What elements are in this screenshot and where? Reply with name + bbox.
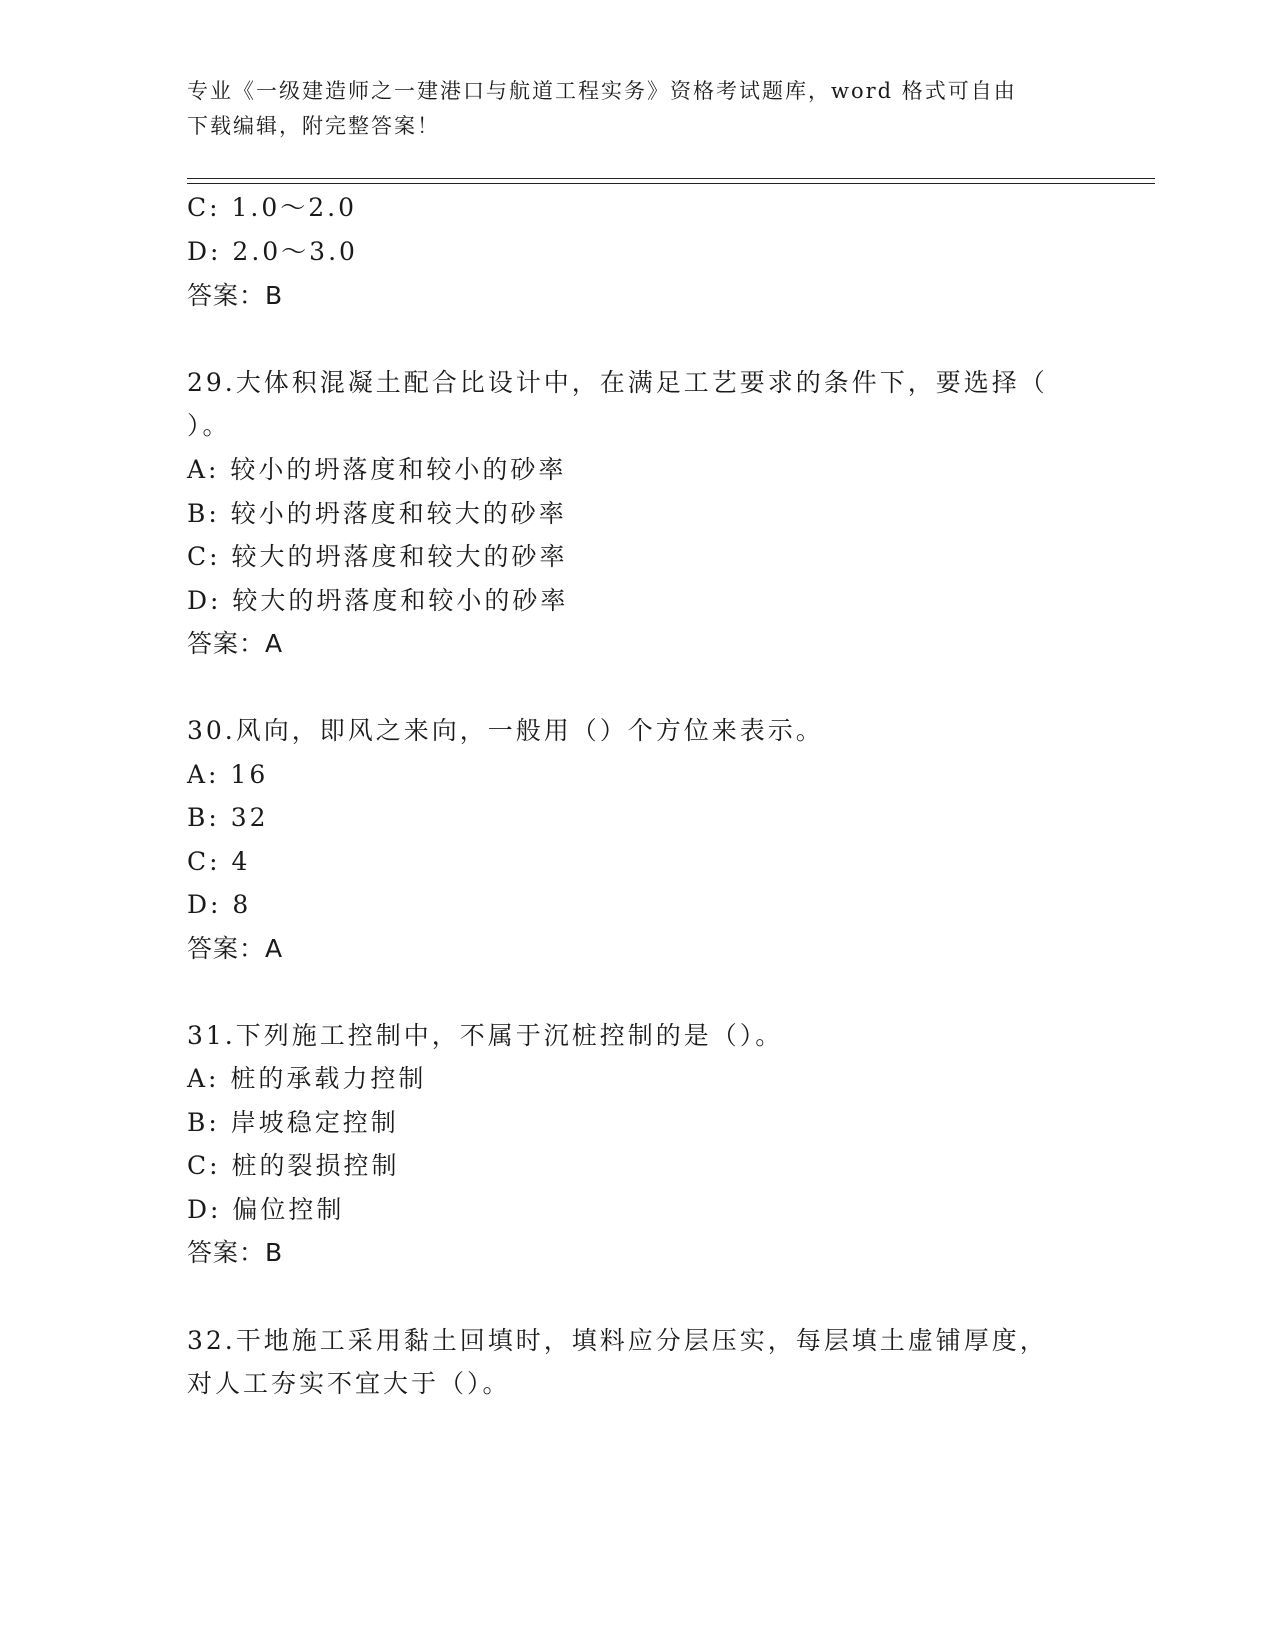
option-line: B: 较小的坍落度和较大的砂率 bbox=[187, 499, 567, 528]
question-line: 31.下列施工控制中，不属于沉桩控制的是（）。 bbox=[187, 1021, 784, 1050]
document-header bbox=[187, 74, 1087, 144]
option-line: A: 桩的承载力控制 bbox=[187, 1064, 427, 1093]
question-line: 对人工夯实不宜大于（）。 bbox=[187, 1369, 511, 1398]
header-line-2: 下载编辑，附完整答案！ bbox=[187, 114, 440, 138]
option-line: A: 较小的坍落度和较小的砂率 bbox=[187, 455, 567, 484]
answer-line: 答案：A bbox=[187, 934, 284, 963]
option-line: B: 32 bbox=[187, 803, 269, 832]
header-divider-top bbox=[187, 178, 1155, 179]
question-line: 29.大体积混凝土配合比设计中，在满足工艺要求的条件下，要选择（ bbox=[187, 368, 1048, 397]
question-line: 32.干地施工采用黏土回填时，填料应分层压实，每层填土虚铺厚度， bbox=[187, 1326, 1048, 1355]
option-line: C: 1.0～2.0 bbox=[187, 193, 358, 222]
option-line: C: 桩的裂损控制 bbox=[187, 1151, 400, 1180]
option-line: D: 偏位控制 bbox=[187, 1195, 345, 1224]
option-line: C: 4 bbox=[187, 847, 251, 876]
answer-line: 答案：A bbox=[187, 629, 284, 658]
option-line: A: 16 bbox=[187, 760, 269, 789]
answer-line: 答案：B bbox=[187, 1238, 284, 1267]
question-line: ）。 bbox=[187, 411, 231, 440]
option-line: D: 较大的坍落度和较小的砂率 bbox=[187, 586, 569, 615]
answer-line: 答案：B bbox=[187, 281, 284, 310]
option-line: B: 岸坡稳定控制 bbox=[187, 1108, 399, 1137]
header-divider-bottom bbox=[187, 183, 1155, 184]
option-line: C: 较大的坍落度和较大的砂率 bbox=[187, 542, 568, 571]
option-line: D: 8 bbox=[187, 890, 252, 919]
header-line-1: 专业《一级建造师之一建港口与航道工程实务》资格考试题库，word 格式可自由 bbox=[187, 79, 1017, 103]
question-line: 30.风向，即风之来向，一般用（）个方位来表示。 bbox=[187, 716, 824, 745]
option-line: D: 2.0～3.0 bbox=[187, 237, 358, 266]
